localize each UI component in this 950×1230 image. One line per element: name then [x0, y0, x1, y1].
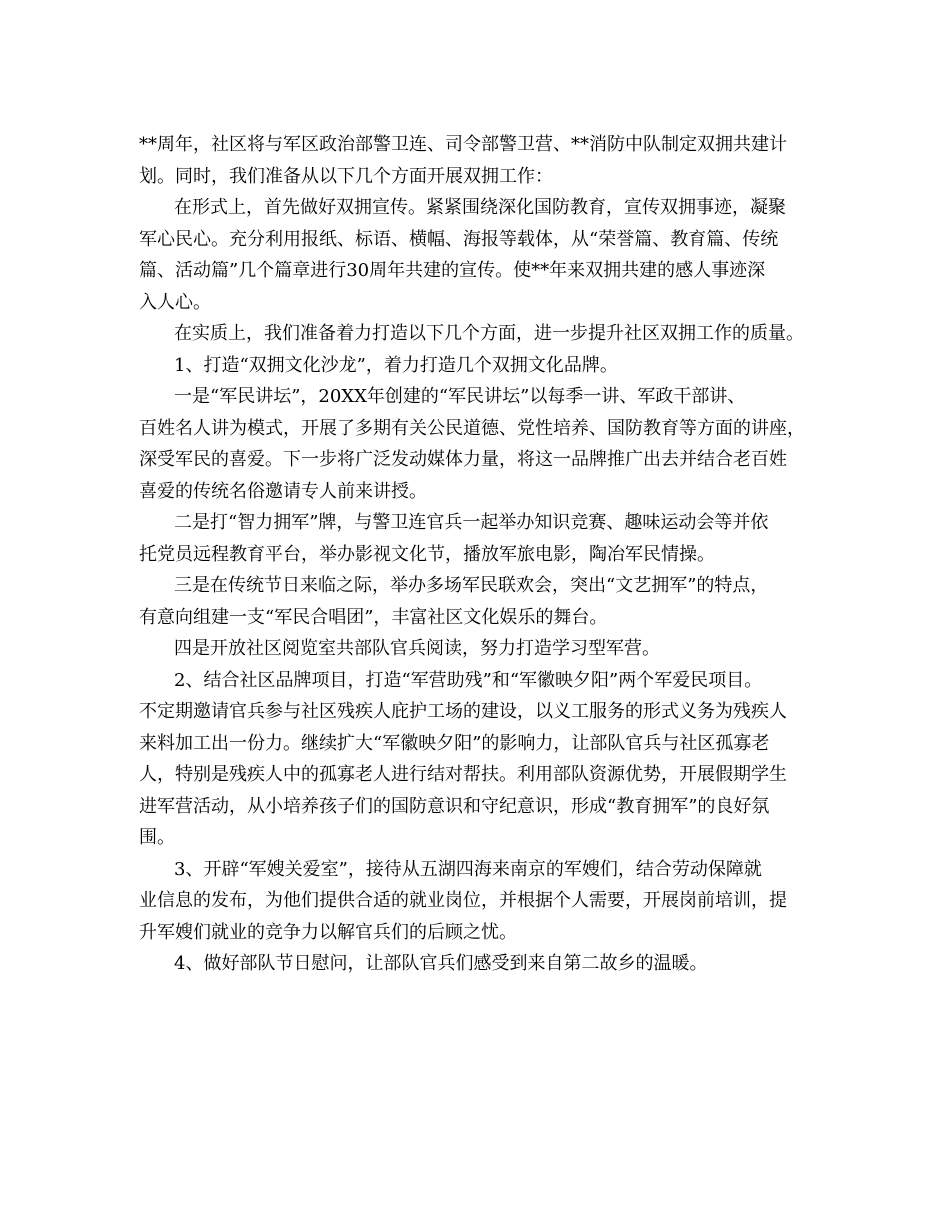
text-line: 围。	[139, 827, 175, 848]
text-line: 三是在传统节日来临之际，举办多场军民联欢会，突出“文艺拥军”的特点，	[174, 575, 769, 596]
text-line: 四是开放社区阅览室共部队官兵阅读，努力打造学习型军营。	[174, 638, 660, 659]
text-line: 有意向组建一支“军民合唱团”，丰富社区文化娱乐的舞台。	[139, 606, 608, 628]
text-line: 划。同时，我们准备从以下几个方面开展双拥工作：	[139, 165, 553, 187]
text-line: 来料加工出一份力。继续扩大“军徽映夕阳”的影响力，让部队官兵与社区孤寡老	[139, 732, 770, 754]
text-line: 升军嫂们就业的竞争力以解官兵们的后顾之忧。	[139, 921, 517, 943]
text-line: 喜爱的传统名俗邀请专人前来讲授。	[139, 480, 427, 502]
text-line: 2、结合社区品牌项目，打造“军营助残”和“军徽映夕阳”两个军爱民项目。	[174, 669, 763, 691]
text-line: 深受军民的喜爱。下一步将广泛发动媒体力量，将这一品牌推广出去并结合老百姓	[139, 449, 787, 470]
text-line: 不定期邀请官兵参与社区残疾人庇护工场的建设，以义工服务的形式义务为残疾人	[139, 701, 787, 722]
text-line: 入人心。	[139, 291, 211, 313]
text-line: **周年，社区将与军区政治部警卫连、司令部警卫营、**消防中队制定双拥共建计	[139, 134, 787, 155]
text-line: 百姓名人讲为模式，开展了多期有关公民道德、党性培养、国防教育等方面的讲座，	[139, 417, 805, 439]
text-line: 4、做好部队节日慰问，让部队官兵们感受到来自第二故乡的温暖。	[174, 953, 708, 974]
text-line: 在实质上，我们准备着力打造以下几个方面，进一步提升社区双拥工作的质量。	[174, 323, 804, 344]
text-line: 篇、活动篇”几个篇章进行30周年共建的宣传。使**年来双拥共建的感人事迹深	[139, 260, 766, 281]
text-line: 托党员远程教育平台，举办影视文化节，播放军旅电影，陶冶军民情操。	[139, 543, 715, 565]
text-line: 军心民心。充分利用报纸、标语、横幅、海报等载体，从“荣誉篇、教育篇、传统	[139, 228, 779, 250]
text-line: 1、打造“双拥文化沙龙”，着力打造几个双拥文化品牌。	[174, 354, 618, 376]
text-line: 3、开辟“军嫂关爱室”，接待从五湖四海来南京的军嫂们，结合劳动保障就	[174, 858, 762, 880]
text-line: 进军营活动，从小培养孩子们的国防意识和守纪意识，形成“教育拥军”的良好氛	[139, 795, 770, 817]
document-body	[139, 129, 829, 980]
text-line: 业信息的发布，为他们提供合适的就业岗位，并根据个人需要，开展岗前培训，提	[139, 890, 787, 911]
text-line: 在形式上，首先做好双拥宣传。紧紧围绕深化国防教育，宣传双拥事迹，凝聚	[174, 197, 786, 218]
text-line: 二是打“智力拥军”牌，与警卫连官兵一起举办知识竞赛、趣味运动会等并依	[174, 512, 769, 533]
text-line: 一是“军民讲坛”，20XX年创建的“军民讲坛”以每季一讲、军政干部讲、	[174, 386, 746, 407]
text-line: 人，特别是残疾人中的孤寡老人进行结对帮扶。利用部队资源优势，开展假期学生	[139, 764, 787, 785]
